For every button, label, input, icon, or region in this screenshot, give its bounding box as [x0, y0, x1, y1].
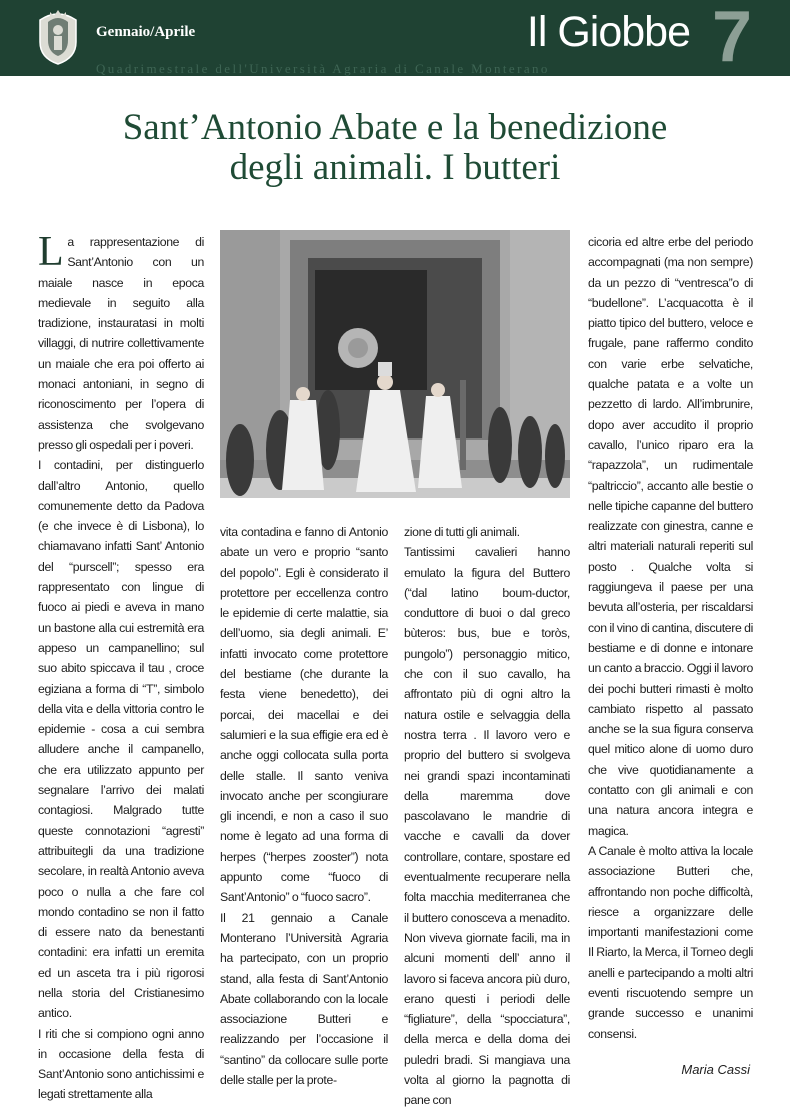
paragraph	[38, 229, 204, 455]
paragraph: cicoria ed altre erbe del periodo accompagnati (ma non sempre) da un pezzo di “ventresca”o di “budellone”. L’acquacotta è il piatto tipico del buttero, veloce e frugale, pane raffermo condito con varie erbe selvatiche, qualche patata e a volte un pezzetto di lardo. All’imbrunire, dopo aver accudito il proprio cavallo, l’unico riparo era la “rapazzola”, un rudimentale “paltriccio”, accanto alle bestie o nelle tipiche capanne del buttero realizzate con ginestra, canne e altri materiali naturali reperiti sul posto . Qualche volta si raggiungeva il paese per una bevuta all’osteria, per riscaldarsi con il vino di cantina, discutere di bestiame e di donne e intonare un canto a braccio. Oggi il lavoro dei pochi butteri rimasti è molto cambiato rispetto al passato anche se la sua figura conserva quel mitico alone di uomo duro che vive quotidianamente a contatto con gli animali e con una natura ancora integra e magica.	[588, 235, 753, 838]
masthead-title: Il Giobbe	[526, 8, 690, 56]
article-author: Maria Cassi	[681, 1062, 750, 1077]
title-line-2: degli animali. I butteri	[229, 147, 561, 188]
article-photo	[220, 230, 570, 498]
article-column-3	[404, 522, 570, 1111]
paragraph: I riti che si compiono ogni anno in occasione della festa di Sant’Antonio sono antichissimi e legati strettamente alla	[38, 1026, 204, 1102]
article-column-2	[220, 522, 388, 1090]
paragraph: vita contadina e fanno di Antonio abate un vero e proprio “santo del popolo”. Egli è considerato il protettore per eccellenza contro le epidemie di certe malattie, sia dell’uomo, sia degli animali. E’ infatti invocato come protettore del bestiame (che durante la festa viene benedetto), dei porcai, dei macellai e dei salumieri e la sua effigie era ed è anche oggi collocata sulla porta delle stalle. Il santo veniva invocato anche per scongiurare gli incendi, e non a caso il suo nome è legato ad una forma di herpes (“herpes zooster”) nota appunto come “fuoco di Sant’Antonio” o “fuoco sacro”.	[220, 525, 388, 905]
title-line-1: Sant’Antonio Abate e la benedizione	[122, 107, 668, 148]
drop-cap: L	[38, 229, 64, 275]
page-number: 7	[712, 0, 753, 76]
paragraph: I contadini, per distinguerlo dall’altro Antonio, quello comunemente detto da Padova (e che invece è di Lisbona), lo chiamavano infatti Sant’ Antonio del “purscell”; spesso era rappresentato con lingue di fuoco ai piedi e aveva in mano un bastone alla cui estremità era appeso un campanellino; sul suo abito spiccava il tau , croce egiziana a forma di “T”, simbolo della vita e della vittoria contro le epidemie - cosa a cui sembra alludere anche il campanello, che era utilizzato appunto per segnalare l’arrivo dei malati contagiosi. Malgrado tutte queste connotazioni “agresti” attribuitegli da una tradizione secolare, in realtà Antonio aveva poco o nulla a che fare col mondo contadino se non il fatto di essere nato da benestanti contadini: era infatti un eremita ed un asceta tra i più rigorosi nella storia del Cristianesimo antico.	[38, 458, 204, 1021]
paragraph: Tantissimi cavalieri hanno emulato la figura del Buttero (“dal latino boum-ductor, conduttore di buoi o dal greco bùteros: bus, bue e toròs, pungolo”) personaggio mitico, che con il suo cavallo, ha affrontato più di ogni altro la natura ostile e selvaggia della nostra terra . Il lavoro vero e proprio del buttero si svolgeva nei grandi spazi incontaminati della maremma dove pascolavano le mandrie di vacche e cavalli da dover controllare, contare, spostare ed eventualmente recuperare nella folta macchia mediterranea che il buttero conosceva a menadito. Non viveva giornate facili, ma in alcuni momenti dell’ anno il lavoro si faceva ancora più duro, erano questi i periodi delle “figliature”, della “spocciatura”, della merca e della doma dei puledri bradi. Si mangiava una volta al giorno la pagnotta di pane con	[404, 545, 570, 1108]
paragraph: A Canale è molto attiva la locale associazione Butteri che, affrontando non poche difficoltà, riesce a organizzare delle importanti manifestazioni come Il Riarto, la Merca, il Torneo degli anelli e partecipando a molti altri eventi riscuotendo sempre un grande successo e unanimi consensi.	[588, 843, 753, 1041]
paragraph-text: a rappresentazione di Sant’Antonio con un maiale nasce in epoca medievale in seguito alla tradizione, instauratasi in molti villaggi, di nutrire collettivamente un maiale che era poi offerto ai monaci antoniani, in segno di riconoscimento per l’opera di assistenza che svolgevano presso gli ospedali per i poveri.	[38, 235, 204, 452]
article-column-1	[38, 229, 204, 1105]
church-blessing-photo	[220, 230, 570, 498]
article-column-4	[588, 232, 753, 1044]
issue-date: Gennaio/Aprile	[96, 24, 196, 40]
article-title	[30, 108, 760, 188]
masthead-subtitle: Quadrimestrale dell'Università Agraria di Canale Monterano	[96, 61, 550, 76]
paragraph: Il 21 gennaio a Canale Monterano l’Università Agraria ha partecipato, con un proprio stand, alla festa di Sant’Antonio Abate collaborando con la locale associazione Butteri e realizzando per l’occasione il “santino” da collocare sulle porte delle stalle per la prote-	[220, 910, 388, 1088]
paragraph: zione di tutti gli animali.	[404, 525, 520, 539]
crest-icon	[34, 6, 82, 66]
page-header	[0, 0, 790, 76]
